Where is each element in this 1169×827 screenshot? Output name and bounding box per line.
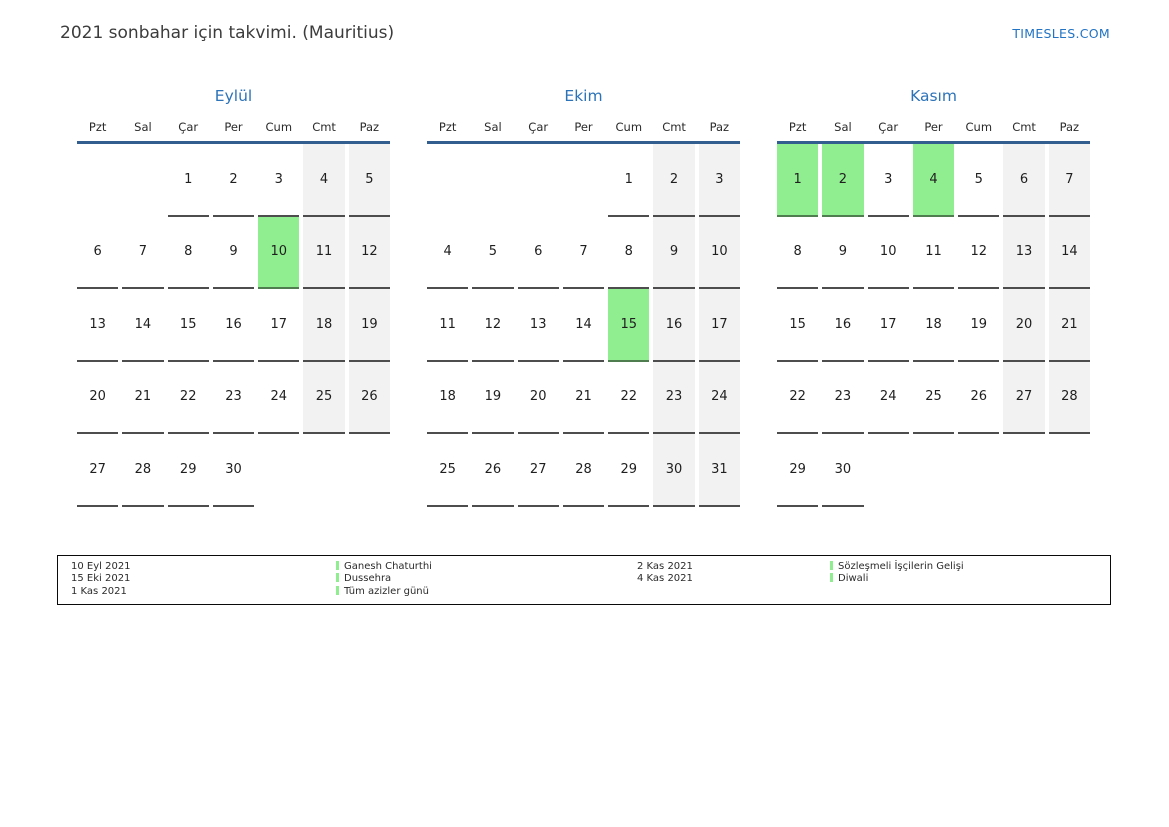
day-cell-empty: [77, 144, 118, 217]
day-cell-empty: [1003, 434, 1044, 507]
weekday-label: Çar: [178, 120, 199, 134]
day-cell: 9: [653, 217, 694, 290]
week-row: [77, 217, 390, 290]
calendar-row: [0, 86, 1169, 507]
weekday-label: Paz: [1059, 120, 1080, 134]
day-cell: 22: [168, 362, 209, 435]
day-cell: 28: [1049, 362, 1090, 435]
day-cell-empty: [349, 434, 390, 507]
day-cell: 2: [653, 144, 694, 217]
day-cell: 16: [822, 289, 863, 362]
day-cell: 30: [822, 434, 863, 507]
day-cell: 28: [563, 434, 604, 507]
weekday-label: Per: [574, 120, 593, 134]
legend-date: 1 Kas 2021: [71, 585, 127, 597]
day-cell: 20: [518, 362, 559, 435]
day-cell: 3: [868, 144, 909, 217]
weekday-header-row: [427, 120, 740, 144]
legend-holiday: [830, 573, 1110, 586]
day-cell: 12: [958, 217, 999, 290]
day-cell: 21: [563, 362, 604, 435]
day-cell: 4: [303, 144, 344, 217]
weekday-label: Çar: [878, 120, 899, 134]
legend-holiday-name: Sözleşmeli İşçilerin Gelişi: [838, 560, 964, 572]
weekday-label: Pzt: [788, 120, 807, 134]
legend-holiday: [336, 586, 637, 599]
day-cell: 17: [258, 289, 299, 362]
day-cell: 28: [122, 434, 163, 507]
day-cell-empty: [913, 434, 954, 507]
day-cell: 3: [258, 144, 299, 217]
day-cell: 7: [563, 217, 604, 290]
day-cell: 11: [303, 217, 344, 290]
month-title: Eylül: [214, 87, 253, 105]
weekday-label: Paz: [709, 120, 730, 134]
week-row: [77, 434, 390, 507]
legend-holiday-name: Diwali: [838, 573, 869, 584]
day-cell: 6: [77, 217, 118, 290]
day-cell: 1: [608, 144, 649, 217]
day-cell: 12: [349, 217, 390, 290]
day-cell: 14: [1049, 217, 1090, 290]
day-cell: 11: [427, 289, 468, 362]
day-cell-empty: [1049, 434, 1090, 507]
legend-holiday-name: Dussehra: [344, 573, 392, 584]
day-cell: 26: [958, 362, 999, 435]
day-cell: 30: [653, 434, 694, 507]
month-calendar: [777, 86, 1090, 507]
day-cell-empty: [427, 144, 468, 217]
weekday-label: Paz: [359, 120, 380, 134]
weekday-label: Pzt: [438, 120, 457, 134]
day-cell: 17: [868, 289, 909, 362]
day-cell: 16: [653, 289, 694, 362]
holiday-marker-icon: [336, 561, 339, 570]
week-row: [427, 144, 740, 217]
legend-dates-column: [71, 561, 336, 599]
weekday-label: Cum: [965, 120, 993, 134]
weekday-label: Sal: [484, 120, 502, 134]
day-cell: 31: [699, 434, 740, 507]
day-cell: 20: [77, 362, 118, 435]
day-cell: 22: [777, 362, 818, 435]
weekday-label: Per: [924, 120, 943, 134]
day-cell: 12: [472, 289, 513, 362]
day-cell: 29: [168, 434, 209, 507]
day-cell: 15: [777, 289, 818, 362]
day-cell-empty: [518, 144, 559, 217]
day-cell: 1: [168, 144, 209, 217]
day-cell: 26: [349, 362, 390, 435]
day-cell: 8: [608, 217, 649, 290]
week-row: [777, 434, 1090, 507]
day-cell: 24: [699, 362, 740, 435]
day-cell-empty: [958, 434, 999, 507]
weekday-label: Cmt: [312, 120, 336, 134]
legend-date: 15 Eki 2021: [71, 573, 131, 584]
day-cell: 30: [213, 434, 254, 507]
week-row: [777, 144, 1090, 217]
weekday-label: Sal: [834, 120, 852, 134]
week-row: [777, 217, 1090, 290]
legend-holiday: [830, 561, 1110, 574]
day-cell: 25: [913, 362, 954, 435]
legend-holiday: [336, 573, 637, 586]
legend-date: 10 Eyl 2021: [71, 560, 131, 572]
holiday-legend: [57, 555, 1111, 606]
day-cell: 23: [822, 362, 863, 435]
day-cell: 16: [213, 289, 254, 362]
day-cell: 27: [1003, 362, 1044, 435]
day-cell: 5: [958, 144, 999, 217]
day-cell: 24: [868, 362, 909, 435]
holiday-marker-icon: [830, 561, 833, 570]
weekday-label: Pzt: [88, 120, 107, 134]
day-cell: 9: [213, 217, 254, 290]
weekday-label: Sal: [134, 120, 152, 134]
day-cell: 2: [213, 144, 254, 217]
day-cell-holiday: 2: [822, 144, 863, 217]
day-cell-holiday: 4: [913, 144, 954, 217]
week-row: [77, 144, 390, 217]
day-cell: 19: [472, 362, 513, 435]
holiday-marker-icon: [336, 586, 339, 595]
day-cell-empty: [303, 434, 344, 507]
weekday-label: Çar: [528, 120, 549, 134]
month-calendar: [427, 86, 740, 507]
day-cell: 10: [868, 217, 909, 290]
day-cell: 14: [122, 289, 163, 362]
legend-dates-column: [637, 561, 830, 599]
day-cell: 5: [349, 144, 390, 217]
day-cell: 10: [699, 217, 740, 290]
day-cell: 23: [653, 362, 694, 435]
legend-names-column: [830, 561, 1110, 599]
day-cell: 24: [258, 362, 299, 435]
legend-holiday: [336, 561, 637, 574]
week-row: [777, 289, 1090, 362]
week-row: [777, 362, 1090, 435]
day-cell: 29: [777, 434, 818, 507]
day-cell-empty: [563, 144, 604, 217]
day-cell: 13: [1003, 217, 1044, 290]
day-cell: 18: [303, 289, 344, 362]
day-cell: 15: [168, 289, 209, 362]
day-cell: 19: [958, 289, 999, 362]
day-cell: 29: [608, 434, 649, 507]
weekday-header-row: [777, 120, 1090, 144]
day-cell: 18: [427, 362, 468, 435]
month-title: Ekim: [564, 87, 603, 105]
week-row: [427, 434, 740, 507]
legend-holiday-name: Ganesh Chaturthi: [344, 560, 432, 572]
holiday-marker-icon: [830, 573, 833, 582]
month-title: Kasım: [910, 87, 957, 105]
day-cell: 21: [122, 362, 163, 435]
page-header: [0, 0, 1169, 45]
weekday-label: Cmt: [1012, 120, 1036, 134]
day-cell-holiday: 15: [608, 289, 649, 362]
week-row: [77, 289, 390, 362]
month-calendar: [77, 86, 390, 507]
day-cell-empty: [258, 434, 299, 507]
weekday-header-row: [77, 120, 390, 144]
week-row: [427, 362, 740, 435]
day-cell: 19: [349, 289, 390, 362]
day-cell: 13: [518, 289, 559, 362]
day-cell: 8: [777, 217, 818, 290]
legend-holiday-name: Tüm azizler günü: [344, 585, 429, 597]
weekday-label: Cum: [615, 120, 643, 134]
day-cell-holiday: 1: [777, 144, 818, 217]
day-cell-empty: [122, 144, 163, 217]
weekday-label: Per: [224, 120, 243, 134]
day-cell: 7: [122, 217, 163, 290]
week-row: [427, 217, 740, 290]
day-cell: 7: [1049, 144, 1090, 217]
day-cell: 8: [168, 217, 209, 290]
day-cell: 9: [822, 217, 863, 290]
day-cell: 25: [427, 434, 468, 507]
day-cell: 27: [518, 434, 559, 507]
day-cell-empty: [472, 144, 513, 217]
day-cell: 5: [472, 217, 513, 290]
day-cell: 11: [913, 217, 954, 290]
day-cell: 23: [213, 362, 254, 435]
day-cell-holiday: 10: [258, 217, 299, 290]
day-cell-empty: [868, 434, 909, 507]
day-cell: 6: [518, 217, 559, 290]
day-cell: 20: [1003, 289, 1044, 362]
week-row: [77, 362, 390, 435]
day-cell: 13: [77, 289, 118, 362]
day-cell: 22: [608, 362, 649, 435]
brand-link[interactable]: TIMESLES.COM: [1012, 26, 1110, 41]
day-cell: 18: [913, 289, 954, 362]
holiday-marker-icon: [336, 573, 339, 582]
legend-names-column: [336, 561, 637, 599]
day-cell: 17: [699, 289, 740, 362]
weekday-label: Cum: [265, 120, 293, 134]
day-cell: 25: [303, 362, 344, 435]
day-cell: 14: [563, 289, 604, 362]
day-cell: 4: [427, 217, 468, 290]
day-cell: 3: [699, 144, 740, 217]
week-row: [427, 289, 740, 362]
day-cell: 26: [472, 434, 513, 507]
legend-date: 4 Kas 2021: [637, 573, 693, 584]
day-cell: 6: [1003, 144, 1044, 217]
day-cell: 27: [77, 434, 118, 507]
day-cell: 21: [1049, 289, 1090, 362]
page-title: 2021 sonbahar için takvimi. (Mauritius): [60, 23, 395, 43]
legend-date: 2 Kas 2021: [637, 560, 693, 572]
weekday-label: Cmt: [662, 120, 686, 134]
